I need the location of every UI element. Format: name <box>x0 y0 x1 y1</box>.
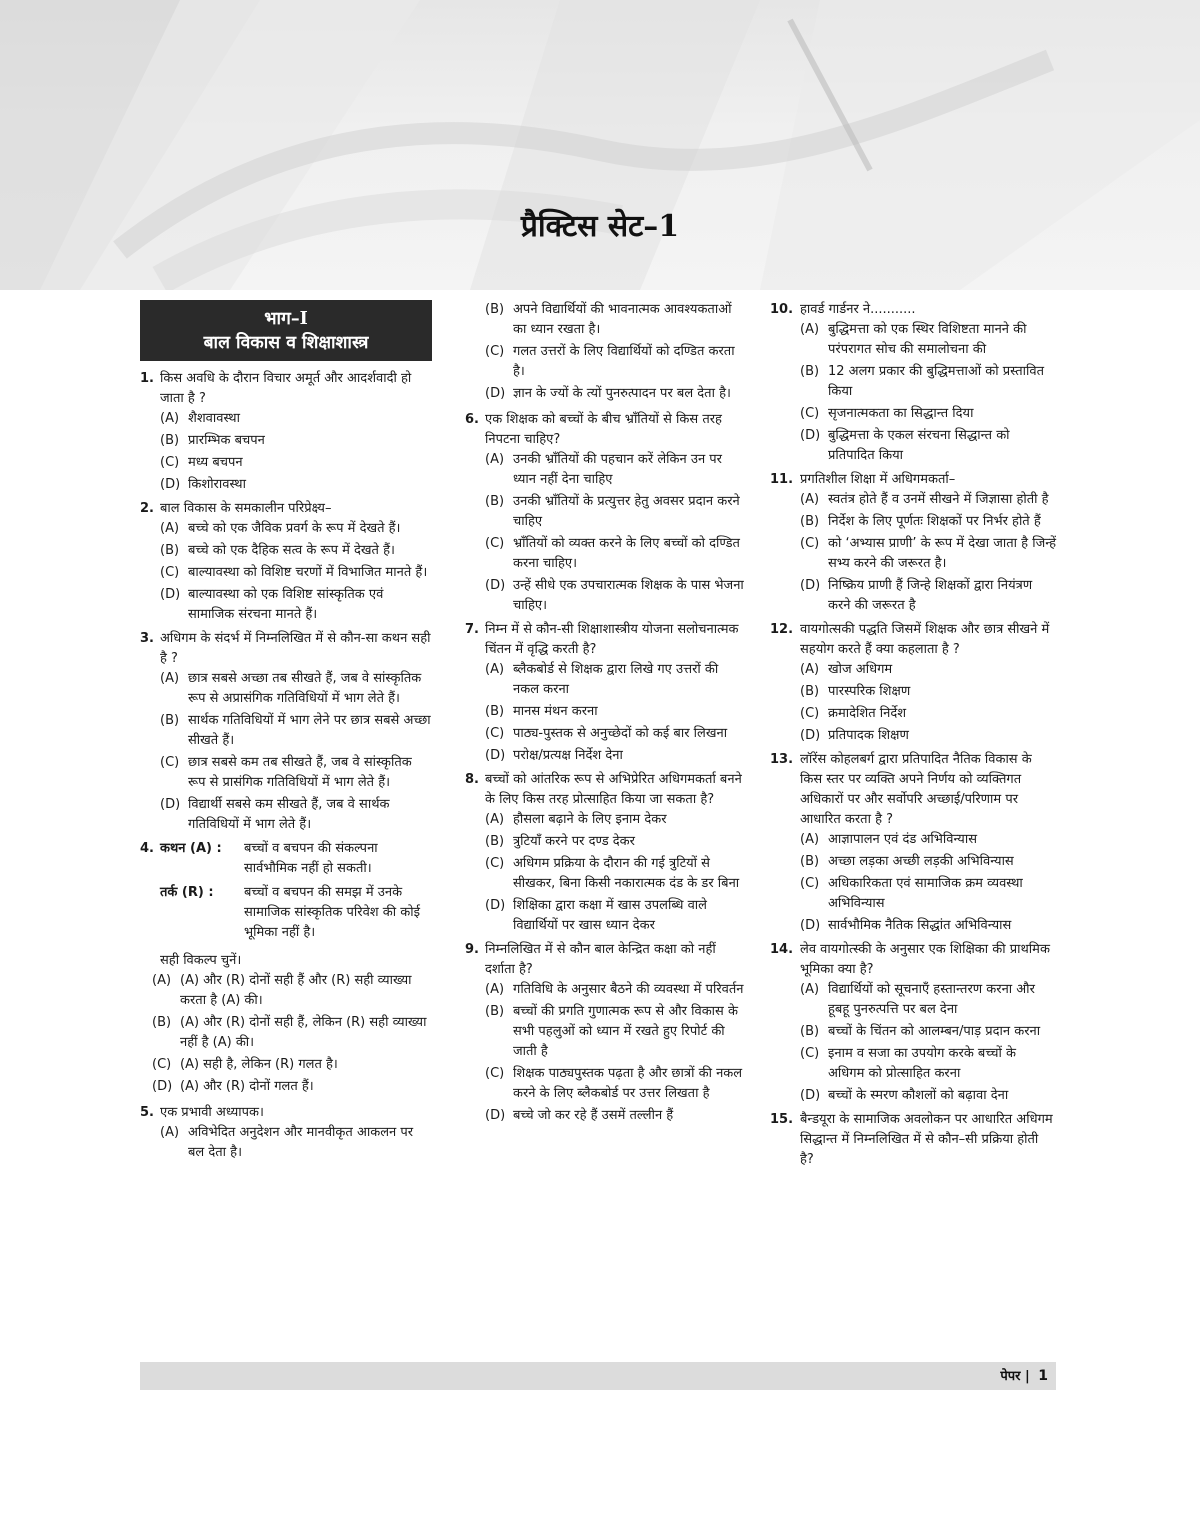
question-stem <box>465 620 745 660</box>
option-row <box>473 534 745 574</box>
question-stem <box>770 470 1056 490</box>
option-label: (C) <box>485 344 505 359</box>
option-text: बच्चे को एक दैहिक सत्व के रूप में देखते हैं। <box>188 543 395 558</box>
option-label: (D) <box>160 587 181 602</box>
option-row <box>473 1106 745 1126</box>
option-text: प्रतिपादक शिक्षण <box>828 728 909 743</box>
option-row <box>148 431 432 451</box>
option-label: (B) <box>485 302 505 317</box>
question-number: 15. <box>770 1112 794 1127</box>
question-text: निम्नलिखित में से कौन बाल केन्द्रित कक्षा को नहीं दर्शाता है? <box>485 942 716 977</box>
section-subject-label: बाल विकास व शिक्षाशास्त्र <box>203 333 369 353</box>
question-item <box>770 300 1056 466</box>
option-label: (A) <box>800 492 820 507</box>
question-text: बाल विकास के समकालीन परिप्रेक्ष्य– <box>160 501 332 516</box>
option-label: (D) <box>160 797 181 812</box>
option-row <box>788 852 1056 872</box>
option-row <box>788 576 1056 616</box>
question-item <box>770 940 1056 1106</box>
option-row <box>473 724 745 744</box>
option-row <box>473 384 745 404</box>
question-number: 9. <box>465 942 479 957</box>
option-label: (B) <box>800 364 820 379</box>
question-number: 4. <box>140 841 154 856</box>
option-label: (A) <box>800 322 820 337</box>
option-label: (C) <box>800 706 820 721</box>
question-stem <box>770 940 1056 980</box>
question-text: लॉरेंस कोहलबर्ग द्वारा प्रतिपादित नैतिक विकास के किस स्तर पर व्यक्ति अपने निर्णय को व्यक्तिगत अधिकारों पर और सर्वोपरि अच्छाई/परिणाम पर आधारित करता है ? <box>800 752 1032 827</box>
option-label: (B) <box>485 834 505 849</box>
option-label: (A) <box>485 662 505 677</box>
option-label: (C) <box>800 876 820 891</box>
question-text: एक प्रभावी अध्यापक। <box>160 1105 264 1120</box>
option-text: बच्चे को एक जैविक प्रवर्ग के रूप में देखते हैं। <box>188 521 401 536</box>
option-text: (A) सही है, लेकिन (R) गलत है। <box>180 1057 338 1072</box>
option-label: (B) <box>160 543 180 558</box>
question-text: बच्चों को आंतरिक रूप से अभिप्रेरित अधिगमकर्ता बनने के लिए किस तरह प्रोत्साहित किया जा सकता है? <box>485 772 742 807</box>
option-row <box>788 534 1056 574</box>
option-text: उनकी भ्राँतियों के प्रत्युत्तर हेतु अवसर प्रदान करने चाहिए <box>513 494 740 529</box>
question-text: एक शिक्षक को बच्चों के बीच भ्राँतियों से किस तरह निपटना चाहिए? <box>485 412 722 447</box>
option-row <box>148 1123 432 1163</box>
option-row <box>148 519 432 539</box>
option-text: सृजनात्मकता का सिद्धान्त दिया <box>828 406 974 421</box>
option-label: (B) <box>800 684 820 699</box>
question-5 <box>140 1103 432 1163</box>
option-row <box>788 916 1056 936</box>
option-row <box>788 404 1056 424</box>
option-label: (C) <box>160 755 180 770</box>
option-row <box>148 795 432 835</box>
question-item <box>140 629 432 835</box>
option-label: (A) <box>485 982 505 997</box>
option-row <box>788 874 1056 914</box>
option-label: (A) <box>800 832 820 847</box>
option-text: (A) और (R) दोनों गलत हैं। <box>180 1079 314 1094</box>
question-instruction <box>140 951 432 971</box>
option-text: सार्थक गतिविधियों में भाग लेने पर छात्र सबसे अच्छा सीखते हैं। <box>188 713 431 748</box>
option-row <box>473 576 745 616</box>
question-number: 10. <box>770 302 794 317</box>
option-label: (B) <box>485 704 505 719</box>
option-text: विद्यार्थियों को सूचनाएँ हस्तान्तरण करना और हूबहू पुनरुत्पत्ति पर बल देना <box>828 982 1035 1017</box>
option-label: (B) <box>800 1024 820 1039</box>
question-stem <box>465 770 745 810</box>
option-row <box>473 1064 745 1104</box>
option-row <box>148 753 432 793</box>
option-text: उनकी भ्राँतियों की पहचान करें लेकिन उन पर ध्यान नहीं देना चाहिए <box>513 452 723 487</box>
option-row <box>473 810 745 830</box>
option-label: (C) <box>485 856 505 871</box>
column-3 <box>770 300 1056 1174</box>
option-text: अधिकारिकता एवं सामाजिक क्रम व्यवस्था अभिविन्यास <box>828 876 1023 911</box>
option-row <box>473 980 745 1000</box>
option-label: (A) <box>485 452 505 467</box>
option-row <box>473 702 745 722</box>
option-row <box>148 711 432 751</box>
option-text: अपने विद्यार्थियों की भावनात्मक आवश्यकताओं का ध्यान रखता है। <box>513 302 732 337</box>
option-label: (D) <box>485 748 506 763</box>
option-label: (D) <box>800 428 821 443</box>
option-row <box>148 453 432 473</box>
question-text: किस अवधि के दौरान विचार अमूर्त और आदर्शवादी हो जाता है ? <box>160 371 412 406</box>
option-row <box>148 475 432 495</box>
option-row <box>788 1086 1056 1106</box>
option-label: (A) <box>160 521 180 536</box>
option-row <box>140 1077 432 1097</box>
option-text: विद्यार्थी सबसे कम सीखते हैं, जब वे सार्थक गतिविधियों में भाग लेते हैं। <box>188 797 390 832</box>
question-item <box>465 940 745 1126</box>
option-row <box>148 409 432 429</box>
option-text: (A) और (R) दोनों सही हैं, लेकिन (R) सही व्याख्या नहीं है (A) की। <box>180 1015 427 1050</box>
option-label: (C) <box>485 536 505 551</box>
option-row <box>148 585 432 625</box>
option-row <box>788 980 1056 1020</box>
option-row <box>473 492 745 532</box>
option-row <box>140 1055 432 1075</box>
question-number: 3. <box>140 631 154 646</box>
option-row <box>473 746 745 766</box>
question-stem <box>140 1103 432 1123</box>
column-1 <box>140 300 432 1165</box>
footer-text <box>1000 1366 1048 1384</box>
option-text: बुद्धिमत्ता को एक स्थिर विशिष्टता मानने की परंपरागत सोच की समालोचना की <box>828 322 1027 357</box>
option-label: (C) <box>800 1046 820 1061</box>
question-number: 14. <box>770 942 794 957</box>
question-number: 2. <box>140 501 154 516</box>
option-row <box>140 971 432 1011</box>
option-text: 12 अलग प्रकार की बुद्धिमत्ताओं को प्रस्तावित किया <box>828 364 1044 399</box>
option-label: (B) <box>485 494 505 509</box>
option-text: परोक्ष/प्रत्यक्ष निर्देश देना <box>513 748 623 763</box>
question-stem <box>770 1110 1056 1170</box>
option-row <box>788 320 1056 360</box>
question-stem <box>465 410 745 450</box>
option-label: (B) <box>485 1004 505 1019</box>
banner-background-graphic <box>0 0 1200 290</box>
option-label: (A) <box>152 973 172 988</box>
option-text: क्रमादेशित निर्देश <box>828 706 907 721</box>
option-label: (B) <box>160 713 180 728</box>
option-text: पारस्परिक शिक्षण <box>828 684 911 699</box>
question-5-continued <box>465 300 745 404</box>
option-text: खोज अधिगम <box>828 662 893 677</box>
option-row <box>788 362 1056 402</box>
option-row <box>473 450 745 490</box>
option-row <box>788 490 1056 510</box>
option-label: (A) <box>800 662 820 677</box>
option-row <box>473 300 745 340</box>
question-text: अधिगम के संदर्भ में निम्नलिखित में से कौन-सा कथन सही है ? <box>160 631 431 666</box>
option-label: (A) <box>160 1125 180 1140</box>
question-item <box>140 499 432 625</box>
question-number: 5. <box>140 1105 154 1120</box>
question-stem <box>465 940 745 980</box>
question-item <box>140 369 432 495</box>
option-text: मध्य बचपन <box>188 455 243 470</box>
option-text: बच्चों के चिंतन को आलम्बन/पाड़ प्रदान करना <box>828 1024 1041 1039</box>
option-row <box>473 854 745 894</box>
option-text: छात्र सबसे अच्छा तब सीखते हैं, जब वे सांस्कृतिक रूप से अप्रासंगिक गतिविधियों में भाग लेते हैं। <box>188 671 422 706</box>
question-text: लेव वायगोत्स्की के अनुसार एक शिक्षिका की प्राथमिक भूमिका क्या है? <box>800 942 1050 977</box>
column-2 <box>465 300 745 1130</box>
option-text: निष्क्रिय प्राणी हैं जिन्हे शिक्षकों द्वारा नियंत्रण करने की जरूरत है <box>828 578 1033 613</box>
option-row <box>788 830 1056 850</box>
option-row <box>788 704 1056 724</box>
footer-label: पेपर | <box>1000 1369 1030 1384</box>
option-label: (C) <box>485 726 505 741</box>
assertion-row <box>140 839 432 879</box>
option-text: आज्ञापालन एवं दंड अभिविन्यास <box>828 832 978 847</box>
option-label: (B) <box>800 854 820 869</box>
option-text: प्रारम्भिक बचपन <box>188 433 265 448</box>
question-list-col2 <box>465 410 745 1126</box>
option-label: (B) <box>800 514 820 529</box>
option-text: को ‘अभ्यास प्राणी’ के रूप में देखा जाता है जिन्हें सभ्य करने की जरूरत है। <box>828 536 1057 571</box>
question-number: 13. <box>770 752 794 767</box>
option-row <box>473 660 745 700</box>
option-text: शिक्षक पाठ्यपुस्तक पढ़ता है और छात्रों की नकल करने के लिए ब्लैकबोर्ड पर उत्तर लिखता है <box>513 1066 743 1101</box>
question-item <box>465 620 745 766</box>
option-label: (B) <box>160 433 180 448</box>
question-stem <box>770 750 1056 830</box>
option-row <box>473 342 745 382</box>
option-row <box>473 1002 745 1062</box>
option-text: (A) और (R) दोनों सही हैं और (R) सही व्याख्या करता है (A) की। <box>180 973 412 1008</box>
question-number: 11. <box>770 472 794 487</box>
question-item <box>770 620 1056 746</box>
question-number: 7. <box>465 622 479 637</box>
option-text: स्वतंत्र होते हैं व उनमें सीखने में जिज्ञासा होती है <box>828 492 1049 507</box>
option-label: (C) <box>800 406 820 421</box>
option-row <box>788 682 1056 702</box>
option-row <box>788 426 1056 466</box>
option-text: शिक्षिका द्वारा कक्षा में खास उपलब्धि वाले विद्यार्थियों पर खास ध्यान देकर <box>513 898 707 933</box>
question-4 <box>140 839 432 1097</box>
option-label: (C) <box>152 1057 172 1072</box>
option-text: बाल्यावस्था को एक विशिष्ट सांस्कृतिक एवं सामाजिक संरचना मानते हैं। <box>188 587 384 622</box>
footer-bar <box>140 1362 1056 1390</box>
option-text: बच्चों की प्रगति गुणात्मक रूप से और विकास के सभी पहलुओं को ध्यान में रखते हुए रिपोर्ट की जाती है <box>513 1004 738 1059</box>
option-label: (A) <box>160 411 180 426</box>
option-row <box>473 896 745 936</box>
option-label: (D) <box>800 1088 821 1103</box>
header-banner <box>0 0 1200 290</box>
option-label: (C) <box>160 565 180 580</box>
question-text: निम्न में से कौन-सी शिक्षाशास्त्रीय योजना सलोचनात्मक चिंतन में वृद्धि करती है? <box>485 622 739 657</box>
option-text: त्रुटियाँ करने पर दण्ड देकर <box>513 834 635 849</box>
option-text: अविभेदित अनुदेशन और मानवीकृत आकलन पर बल देता है। <box>188 1125 414 1160</box>
question-stem <box>140 499 432 519</box>
option-label: (D) <box>485 1108 506 1123</box>
option-label: (D) <box>160 477 181 492</box>
option-text: उन्हें सीधे एक उपचारात्मक शिक्षक के पास भेजना चाहिए। <box>513 578 744 613</box>
question-text: वायगोत्सकी पद्धति जिसमें शिक्षक और छात्र सीखने में सहयोग करते हैं क्या कहलाता है ? <box>800 622 1050 657</box>
option-row <box>473 832 745 852</box>
option-row <box>148 541 432 561</box>
question-item <box>770 1110 1056 1170</box>
option-label: (D) <box>800 578 821 593</box>
option-text: निर्देश के लिए पूर्णतः शिक्षकों पर निर्भर होते हैं <box>828 514 1041 529</box>
question-number: 1. <box>140 371 154 386</box>
option-text: भ्राँतियों को व्यक्त करने के लिए बच्चों को दण्डित करना चाहिए। <box>513 536 740 571</box>
option-row <box>788 512 1056 532</box>
question-number: 6. <box>465 412 479 427</box>
option-text: ज्ञान के ज्यों के त्यों पुनरुत्पादन पर बल देता है। <box>513 386 731 401</box>
option-label: (A) <box>800 982 820 997</box>
option-text: बच्चों के स्मरण कौशलों को बढ़ावा देना <box>828 1088 1009 1103</box>
option-text: किशोरावस्था <box>188 477 246 492</box>
option-text: अच्छा लड़का अच्छी लड़की अभिविन्यास <box>828 854 1014 869</box>
question-stem <box>140 369 432 409</box>
question-item <box>770 470 1056 616</box>
option-label: (D) <box>800 918 821 933</box>
option-row <box>140 1013 432 1053</box>
option-text: अधिगम प्रक्रिया के दौरान की गई त्रुटियों से सीखकर, बिना किसी नकारात्मक दंड के डर बिना <box>513 856 740 891</box>
option-label: (D) <box>152 1079 173 1094</box>
option-label: (D) <box>485 578 506 593</box>
option-text: गलत उत्तरों के लिए विद्यार्थियों को दण्डित करता है। <box>513 344 735 379</box>
section-part-label: भाग–I <box>264 309 308 329</box>
option-label: (C) <box>160 455 180 470</box>
option-label: (C) <box>485 1066 505 1081</box>
section-heading <box>140 300 432 361</box>
instruction-text: सही विकल्प चुनें। <box>160 953 242 968</box>
question-text: बैन्डयूरा के सामाजिक अवलोकन पर आधारित अधिगम सिद्धान्त में निम्नलिखित में से कौन–सी प्रक्रिया होती है? <box>800 1112 1053 1167</box>
option-text: बाल्यावस्था को विशिष्ट चरणों में विभाजित मानते हैं। <box>188 565 428 580</box>
reason-row <box>140 883 432 943</box>
option-text: इनाम व सजा का उपयोग करके बच्चों के अधिगम को प्रोत्साहित करना <box>828 1046 1016 1081</box>
option-text: ब्लैकबोर्ड से शिक्षक द्वारा लिखे गए उत्तरों की नकल करना <box>513 662 719 697</box>
option-label: (D) <box>800 728 821 743</box>
reason-label: तर्क (R) : <box>160 885 214 900</box>
question-stem <box>770 300 1056 320</box>
option-text: छात्र सबसे कम तब सीखते हैं, जब वे सांस्कृतिक रूप से प्रासंगिक गतिविधियों में भाग लेते हैं। <box>188 755 412 790</box>
option-label: (A) <box>160 671 180 686</box>
option-text: शैशवावस्था <box>188 411 240 426</box>
question-list-col1 <box>140 369 432 835</box>
option-label: (A) <box>485 812 505 827</box>
question-list-col3 <box>770 300 1056 1170</box>
option-text: बच्चे जो कर रहे हैं उसमें तल्लीन हैं <box>513 1108 674 1123</box>
option-row <box>148 563 432 583</box>
question-number: 8. <box>465 772 479 787</box>
question-stem <box>770 620 1056 660</box>
option-row <box>788 660 1056 680</box>
option-row <box>148 669 432 709</box>
option-row <box>788 1044 1056 1084</box>
question-number: 12. <box>770 622 794 637</box>
option-text: हौसला बढ़ाने के लिए इनाम देकर <box>513 812 667 827</box>
option-label: (C) <box>800 536 820 551</box>
option-label: (D) <box>485 386 506 401</box>
option-row <box>788 726 1056 746</box>
option-text: सार्वभौमिक नैतिक सिद्धांत अभिविन्यास <box>828 918 1012 933</box>
option-text: बुद्धिमत्ता के एकल संरचना सिद्धान्त को प्रतिपादित किया <box>828 428 1010 463</box>
assertion-text: बच्चों व बचपन की संकल्पना सार्वभौमिक नहीं हो सकती। <box>244 841 378 876</box>
option-text: पाठ्य-पुस्तक से अनुच्छेदों को कई बार लिखना <box>513 726 728 741</box>
question-item <box>465 770 745 936</box>
question-stem <box>140 629 432 669</box>
page-number: 1 <box>1038 1368 1048 1384</box>
assertion-label: कथन (A) : <box>160 841 222 856</box>
question-text: प्रगतिशील शिक्षा में अधिगमकर्ता– <box>800 472 956 487</box>
option-row <box>788 1022 1056 1042</box>
q4-options <box>140 971 432 1097</box>
page-title: प्रैक्टिस सेट–1 <box>520 209 680 244</box>
option-text: मानस मंथन करना <box>513 704 598 719</box>
reason-text: बच्चों व बचपन की समझ में उनके सामाजिक सांस्कृतिक परिवेश की कोई भूमिका नहीं है। <box>244 885 421 940</box>
option-label: (B) <box>152 1015 172 1030</box>
question-item <box>465 410 745 616</box>
option-label: (D) <box>485 898 506 913</box>
question-text: हावर्ड गार्डनर ने........... <box>800 302 916 317</box>
question-item <box>770 750 1056 936</box>
option-text: गतिविधि के अनुसार बैठने की व्यवस्था में परिवर्तन <box>513 982 744 997</box>
